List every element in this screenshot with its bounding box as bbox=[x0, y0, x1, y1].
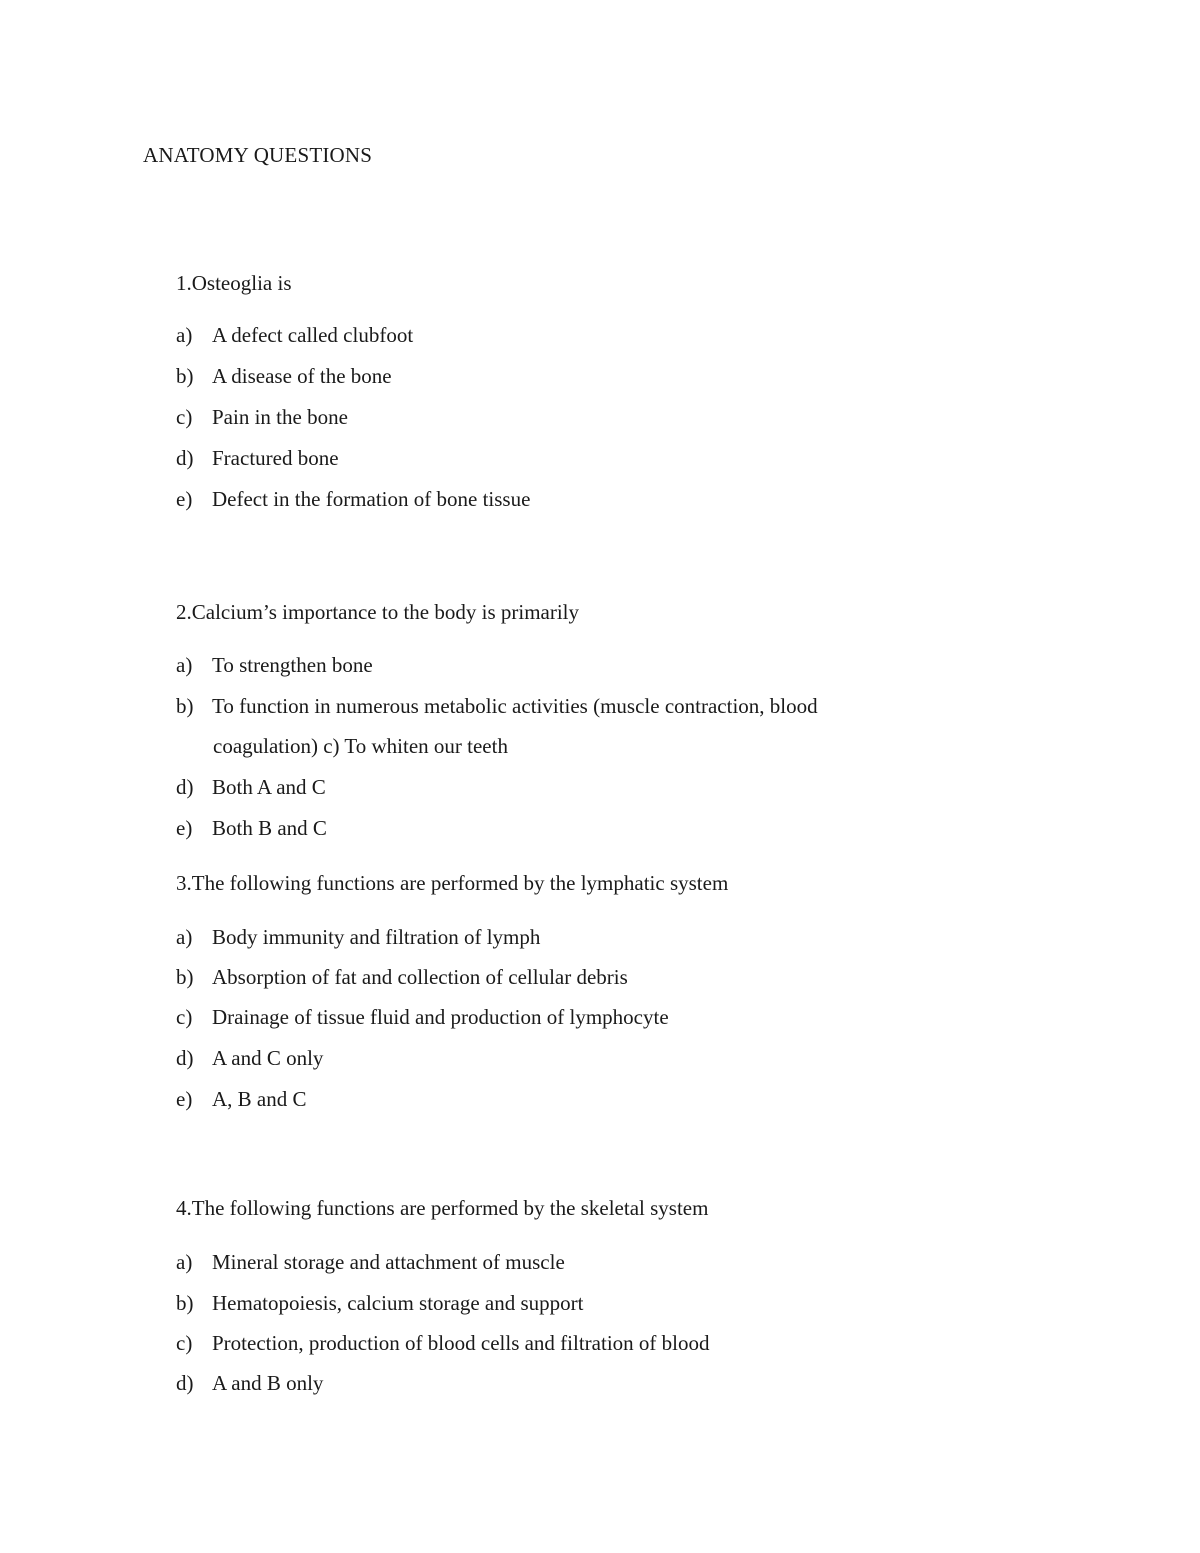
option-letter: b) bbox=[176, 1291, 194, 1315]
option-letter: c) bbox=[176, 1005, 193, 1029]
question-3-option-e bbox=[176, 1087, 307, 1112]
option-letter: b) bbox=[176, 965, 194, 989]
option-letter: d) bbox=[176, 1046, 194, 1070]
option-letter: a) bbox=[176, 323, 193, 347]
question-3-prompt: 3.The following functions are performed by the lymphatic system bbox=[176, 871, 729, 895]
question-3-option-a bbox=[176, 925, 540, 950]
option-text: Drainage of tissue fluid and production of lymphocyte bbox=[212, 1005, 669, 1029]
option-letter: a) bbox=[176, 925, 193, 949]
option-text: A and C only bbox=[212, 1046, 324, 1070]
question-4-option-c bbox=[176, 1331, 710, 1356]
question-2-option-b-continuation: coagulation) c) To whiten our teeth bbox=[213, 734, 508, 758]
option-text: Pain in the bone bbox=[212, 405, 348, 429]
question-2-option-b bbox=[176, 694, 818, 719]
question-3-option-c bbox=[176, 1005, 669, 1030]
option-letter: c) bbox=[176, 1331, 193, 1355]
option-text: A and B only bbox=[212, 1371, 324, 1395]
option-letter: b) bbox=[176, 694, 194, 718]
option-text: Both A and C bbox=[212, 775, 326, 799]
question-4-option-d bbox=[176, 1371, 323, 1396]
question-1-option-d bbox=[176, 446, 339, 471]
option-text: Protection, production of blood cells and filtration of blood bbox=[212, 1331, 710, 1355]
option-text: Both B and C bbox=[212, 816, 327, 840]
option-text: A, B and C bbox=[212, 1087, 307, 1111]
option-letter: c) bbox=[176, 405, 193, 429]
option-text: To strengthen bone bbox=[212, 653, 373, 677]
option-text: Fractured bone bbox=[212, 446, 339, 470]
question-1-option-c bbox=[176, 405, 348, 430]
option-text: A disease of the bone bbox=[212, 364, 392, 388]
option-letter: d) bbox=[176, 1371, 194, 1395]
option-letter: e) bbox=[176, 487, 193, 511]
question-4-option-a bbox=[176, 1250, 565, 1275]
question-2-option-a bbox=[176, 653, 373, 678]
question-2-prompt: 2.Calcium’s importance to the body is primarily bbox=[176, 600, 580, 624]
question-1-prompt: 1.Osteoglia is bbox=[176, 271, 292, 295]
question-4-option-b bbox=[176, 1291, 584, 1316]
question-1-option-b bbox=[176, 364, 392, 389]
document-title: ANATOMY QUESTIONS bbox=[143, 143, 373, 167]
option-letter: e) bbox=[176, 1087, 193, 1111]
option-text: Hematopoiesis, calcium storage and support bbox=[212, 1291, 584, 1315]
option-letter: a) bbox=[176, 1250, 193, 1274]
option-letter: d) bbox=[176, 446, 194, 470]
question-1-option-a bbox=[176, 323, 413, 348]
option-text: Body immunity and filtration of lymph bbox=[212, 925, 541, 949]
question-1-option-e bbox=[176, 487, 530, 512]
option-text: Absorption of fat and collection of cellular debris bbox=[212, 965, 628, 989]
option-letter: b) bbox=[176, 364, 194, 388]
question-3-option-b bbox=[176, 965, 628, 990]
option-text: Mineral storage and attachment of muscle bbox=[212, 1250, 565, 1274]
question-2-option-d bbox=[176, 775, 326, 800]
question-2-option-e bbox=[176, 816, 327, 841]
option-letter: a) bbox=[176, 653, 193, 677]
option-letter: e) bbox=[176, 816, 193, 840]
option-text: Defect in the formation of bone tissue bbox=[212, 487, 531, 511]
option-text: To function in numerous metabolic activities (muscle contraction, blood bbox=[212, 694, 818, 718]
option-letter: d) bbox=[176, 775, 194, 799]
option-text: A defect called clubfoot bbox=[212, 323, 414, 347]
question-4-prompt: 4.The following functions are performed by the skeletal system bbox=[176, 1196, 709, 1220]
question-3-option-d bbox=[176, 1046, 323, 1071]
